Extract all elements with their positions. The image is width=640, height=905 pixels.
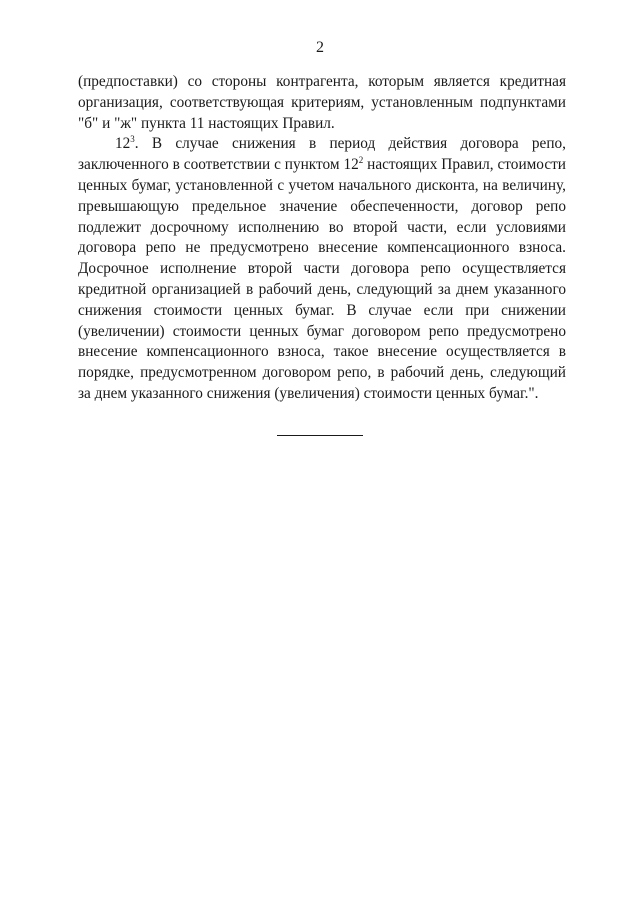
page-number: 2 [316,39,324,56]
item-number: 12 [115,135,131,153]
paragraph-lead-text: . В случае снижения в период действия договора репо, заключенного в соответствии с пунктом [78,135,566,174]
paragraph-rest-text: настоящих Правил, стоимости ценных бумаг, установленной с учетом начального дисконта, на величину, превышающую предельное значение обеспеченности, договор репо подлежит досрочному исполнению во второй части, если условиями договора репо не предусмотрено внесение компенсационного взноса. Досрочное исполнение второй части договора репо осуществляется кредитной организацией в рабочий день, следующий за днем указанного снижения стоимости ценных бумаг. В случае если при снижении (увеличении) стоимости ценных бумаг договором репо предусмотрено внесение компенсационного взноса, такое внесение осуществляется в порядке, предусмотренном договором репо, в рабочий день, следующий за днем указанного снижения (увеличения) стоимости ценных бумаг.". [78,156,566,402]
end-of-text-rule [277,435,363,436]
reference-superscript: 2 [358,155,364,166]
item-number-superscript: 3 [130,134,135,145]
reference-number: 12 [343,156,359,174]
paragraph-continuation: (предпоставки) со стороны контрагента, которым является кредитная организация, соответствующая критериям, установленным подпунктами "б" и "ж" пункта 11 настоящих Правил. [78,73,566,132]
document-body [78,72,566,405]
paragraph-item-12-3 [78,134,566,404]
